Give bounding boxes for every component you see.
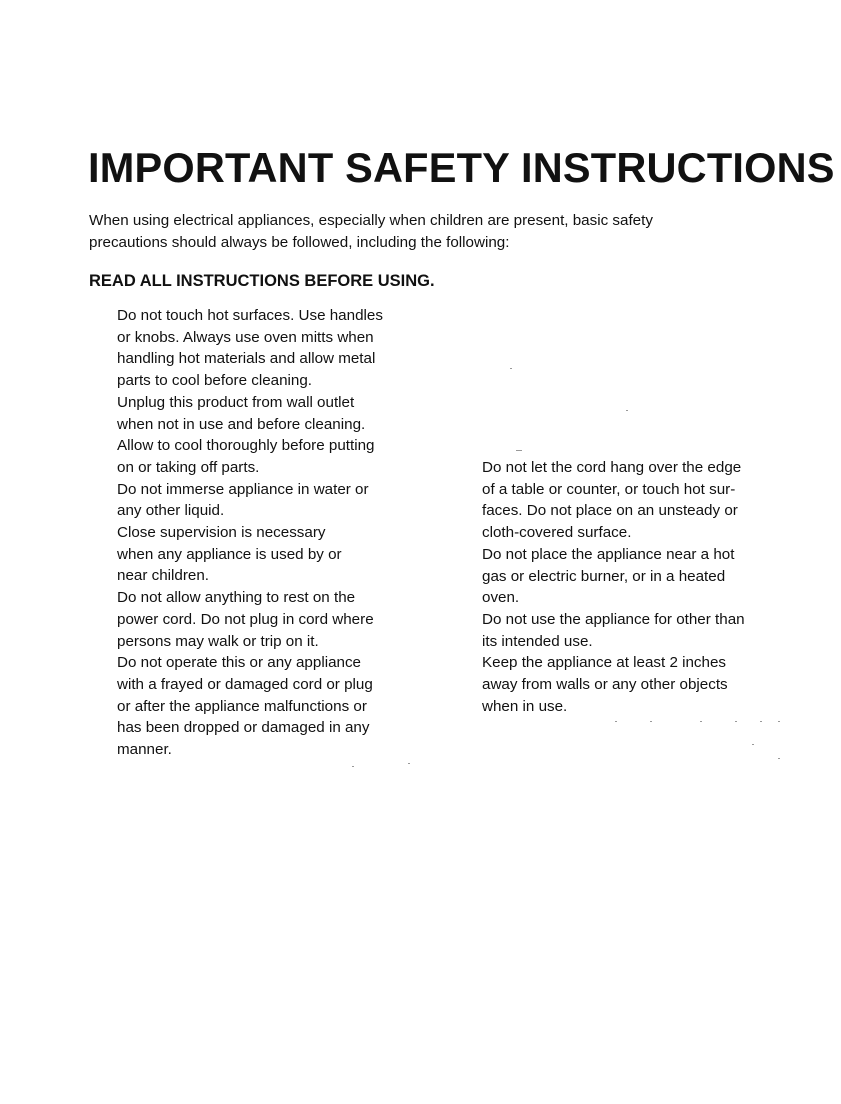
instruction-line: manner. (117, 741, 172, 759)
instruction-line: any other liquid. (117, 502, 225, 520)
instruction-line: oven. (482, 589, 520, 607)
instruction-line: Do not allow anything to rest on the (117, 589, 356, 607)
instruction-item (117, 587, 447, 652)
scan-artifact (778, 721, 780, 722)
instruction-line: handling hot materials and allow metal (117, 350, 376, 368)
instruction-line: persons may walk or trip on it. (117, 632, 319, 650)
instruction-line: when not in use and before cleaning. (117, 415, 366, 433)
instruction-item (482, 652, 812, 717)
intro-line: When using electrical appliances, especially when children are present, basic safety (89, 212, 653, 229)
instruction-item (482, 544, 812, 609)
instruction-item (117, 652, 447, 761)
instruction-line: Do not touch hot surfaces. Use handles (117, 307, 383, 324)
instruction-line: faces. Do not place on an unsteady or (482, 502, 738, 520)
instruction-line: when any appliance is used by or (117, 545, 342, 563)
instruction-line: Do not use the appliance for other than (482, 610, 745, 628)
instruction-line: Allow to cool thoroughly before putting (117, 437, 375, 455)
right-instruction-list (482, 457, 812, 717)
instruction-line: parts to cool before cleaning. (117, 372, 313, 390)
scan-artifact (752, 744, 754, 745)
instruction-line: with a frayed or damaged cord or plug (117, 675, 373, 693)
instruction-line: cloth-covered surface. (482, 524, 632, 542)
instruction-item (117, 479, 447, 522)
instruction-line: away from walls or any other objects (482, 676, 728, 694)
instruction-line: Do not place the appliance near a hot (482, 545, 735, 563)
instruction-item (117, 305, 447, 392)
instruction-line: Do not let the cord hang over the edge (482, 459, 742, 476)
scan-artifact (735, 721, 737, 722)
scan-artifact (626, 410, 628, 411)
instruction-line: of a table or counter, or touch hot sur- (482, 480, 736, 498)
instruction-line: or after the appliance malfunctions or (117, 697, 367, 715)
instruction-line: has been dropped or damaged in any (117, 719, 370, 737)
instruction-line: when in use. (482, 697, 568, 715)
instruction-item (117, 392, 447, 479)
instruction-line: its intended use. (482, 632, 593, 650)
scan-artifact (615, 721, 617, 722)
scan-artifact (516, 450, 522, 451)
scan-artifact (510, 368, 512, 369)
instruction-line: gas or electric burner, or in a heated (482, 567, 726, 585)
instruction-line: Do not immerse appliance in water or (117, 480, 369, 498)
instruction-line: power cord. Do not plug in cord where (117, 610, 374, 628)
instruction-line: Keep the appliance at least 2 inches (482, 654, 727, 672)
page-title: IMPORTANT SAFETY INSTRUCTIONS (88, 144, 835, 191)
intro-line: precautions should always be followed, including the following: (89, 234, 510, 251)
instruction-item (117, 522, 447, 587)
instruction-item (482, 609, 812, 652)
instruction-line: near children. (117, 567, 210, 585)
scan-artifact (778, 758, 780, 759)
instruction-line: Unplug this product from wall outlet (117, 393, 355, 411)
scan-artifact (408, 763, 410, 764)
scan-artifact (700, 721, 702, 722)
scan-artifact (760, 721, 762, 722)
instruction-line: or knobs. Always use oven mitts when (117, 328, 374, 346)
scan-artifact (650, 721, 652, 722)
left-instruction-list (117, 305, 447, 761)
scan-artifact (352, 766, 354, 767)
intro-paragraph (89, 210, 789, 254)
section-subheading: READ ALL INSTRUCTIONS BEFORE USING. (89, 272, 435, 290)
instruction-line: Close supervision is necessary (117, 524, 326, 542)
instruction-item (482, 457, 812, 544)
instruction-line: on or taking off parts. (117, 458, 260, 476)
instruction-line: Do not operate this or any appliance (117, 654, 362, 672)
